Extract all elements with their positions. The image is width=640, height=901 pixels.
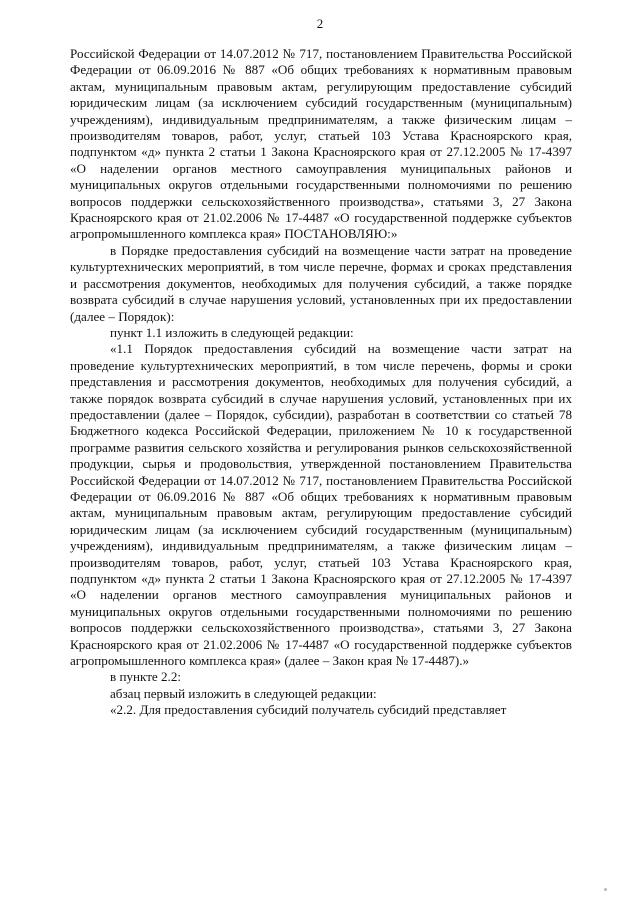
paragraph-amendment-intro: в Порядке предоставления субсидий на возмещение части затрат на проведение культуртехнических мероприятий, в том числе перечне, формах и сроках представления и рассмотрения документов, необходимых для получения субсидий, а также порядке возврата субсидий в случае нарушения условий, установленных при их предоставлении (далее – Порядок): <box>70 242 572 324</box>
paragraph-item-2-2-text: «2.2. Для предоставления субсидий получатель субсидий представляет <box>110 702 507 718</box>
paragraph-item-2-2-instruction: в пункте 2.2: <box>110 669 182 685</box>
page-number: 2 <box>316 16 324 31</box>
document-body <box>70 46 572 719</box>
paragraph-first-paragraph-instruction: абзац первый изложить в следующей редакции: <box>110 685 377 701</box>
paragraph-item-1-1-text: «1.1 Порядок предоставления субсидий на возмещение части затрат на проведение культуртехнических мероприятий, в том числе перечень, формы и сроки представления и рассмотрения документов, необходимых для получения субсидий, а также порядок возврата субсидий в случае нарушения условий, установленных при их предоставлении (далее – Порядок, субсидии), разработан в соответствии со статьей 78 Бюджетного кодекса Российской Федерации, приложением № 10 к государственной программе развития сельского хозяйства и регулирования рынков сельскохозяйственной продукции, сырья и продовольствия, утвержденной постановлением Правительства Российской Федерации от 14.07.2012 № 717, постановлением Правительства Российской Федерации от 06.09.2016 № 887 «Об общих требованиях к нормативным правовым актам, муниципальным правовым актам, регулирующим предоставление субсидий юридическим лицам (за исключением субсидий государственным (муниципальным) учреждениям), индивидуальным предпринимателям, а также физическим лицам – производителям товаров, работ, услуг, статьей 103 Устава Красноярского края, подпунктом «д» пункта 2 статьи 1 Закона Красноярского края от 27.12.2005 № 17-4397 «О наделении органов местного самоуправления муниципальных районов и муниципальных округов отдельными государственными полномочиями по решению вопросов поддержки сельскохозяйственного производства», статьями 3, 27 Закона Красноярского края от 21.02.2006 № 17-4487 «О государственной поддержке субъектов агропромышленного комплекса края» (далее – Закон края № 17-4487).» <box>70 341 572 669</box>
paragraph-continuation: Российской Федерации от 14.07.2012 № 717, постановлением Правительства Российской Федерации от 06.09.2016 № 887 «Об общих требованиях к нормативным правовым актам, муниципальным правовым актам, регулирующим предоставление субсидий юридическим лицам (за исключением субсидий государственным (муниципальным) учреждениям), индивидуальным предпринимателям, а также физическим лицам – производителям товаров, работ, услуг, статьей 103 Устава Красноярского края, подпунктом «д» пункта 2 статьи 1 Закона Красноярского края от 27.12.2005 № 17-4397 «О наделении органов местного самоуправления муниципальных районов и муниципальных округов отдельными государственными полномочиями по решению вопросов поддержки сельскохозяйственного производства», статьями 3, 27 Закона Красноярского края от 21.02.2006 № 17-4487 «О государственной поддержке субъектов агропромышленного комплекса края» ПОСТАНОВЛЯЮ:» <box>70 46 572 242</box>
paragraph-item-1-1-instruction: пункт 1.1 изложить в следующей редакции: <box>110 324 354 340</box>
scan-speck <box>604 888 607 891</box>
